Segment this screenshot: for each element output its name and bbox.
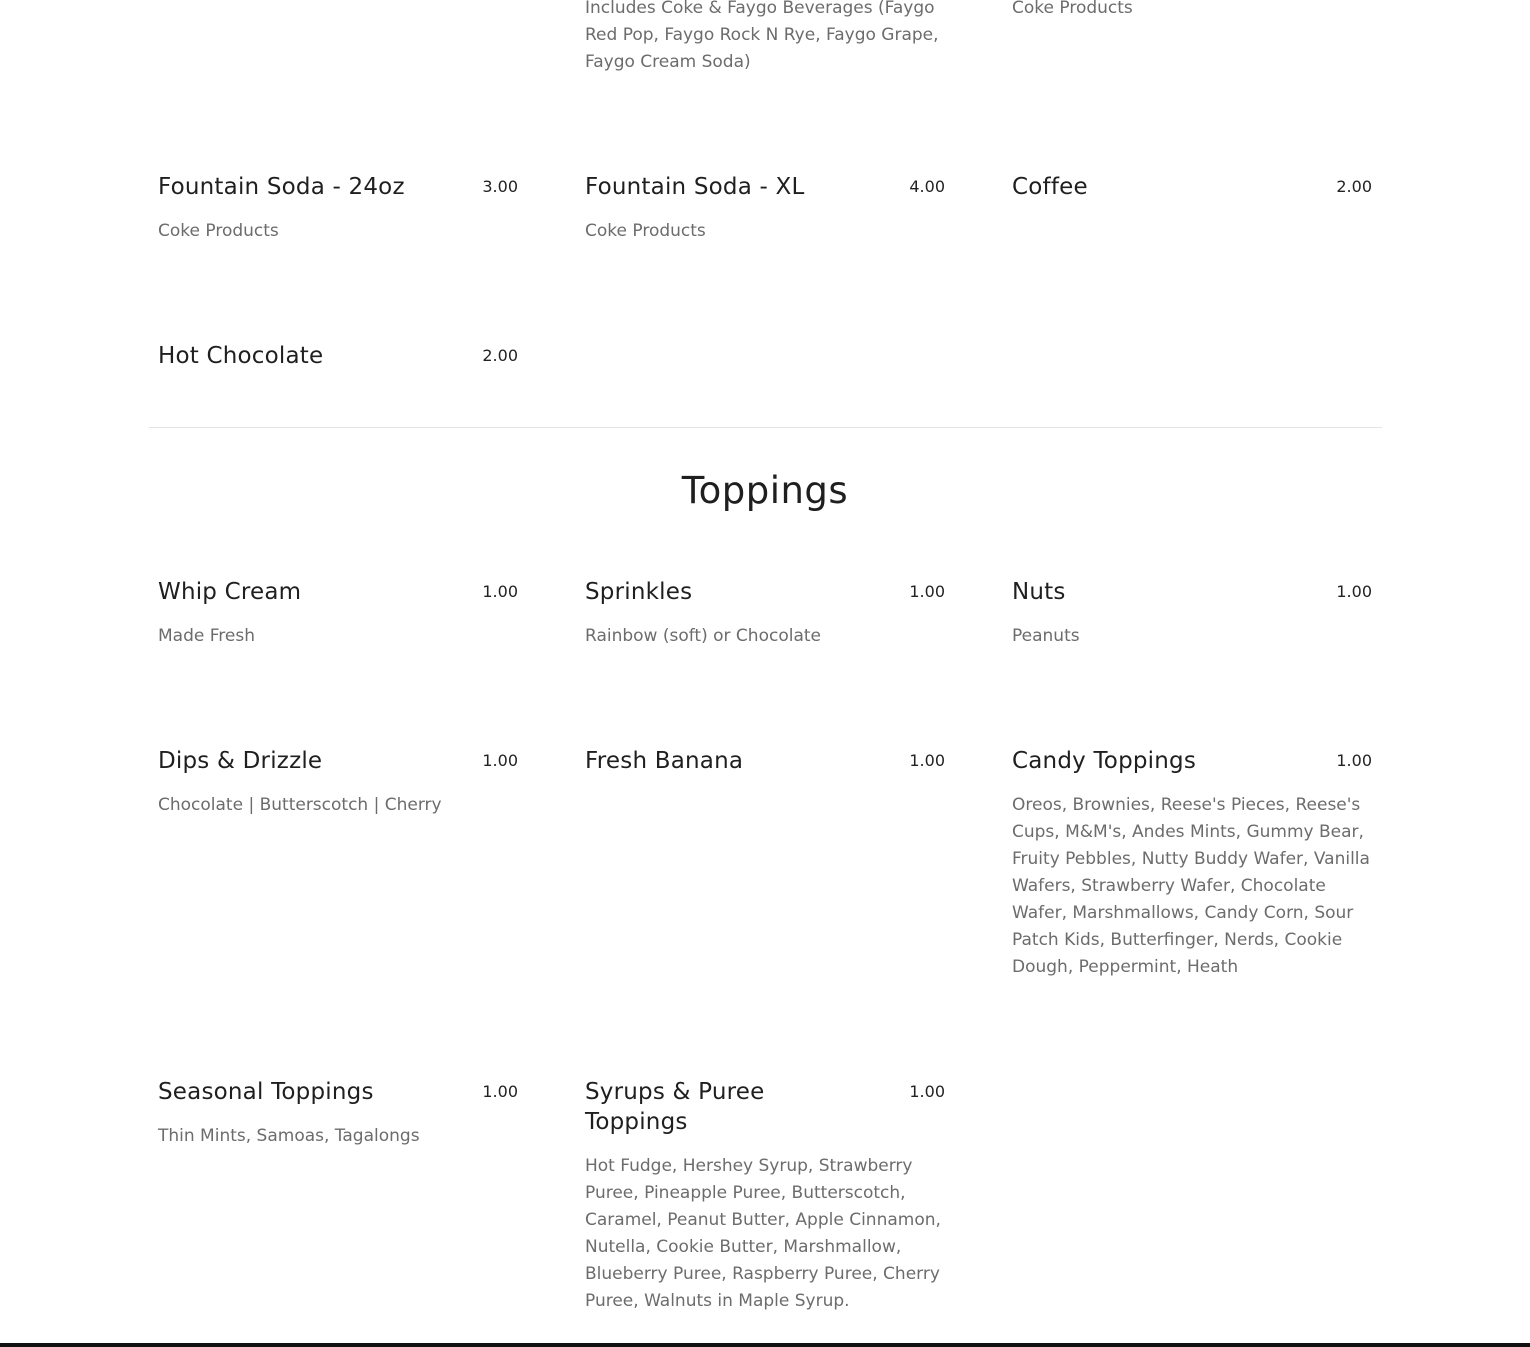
menu-item-price: 2.00 [1336,177,1372,196]
menu-item-price: 1.00 [1336,751,1372,770]
section-title-toppings: Toppings [681,469,849,512]
footer-edge [0,1343,1530,1347]
menu-item-description: Peanuts [1012,626,1080,646]
menu-item-description: Chocolate | Butterscotch | Cherry [158,795,442,815]
menu-item-description: Oreos, Brownies, Reese's Pieces, Reese's Cups, M&M's, Andes Mints, Gummy Bear, Fruity Pebbles, Nutty Buddy Wafer, Vanilla Wafers, Strawberry Wafer, Chocolate Wafer, Marshmallows, Candy Corn, Sour Patch Kids, Butterfinger, Nerds, Cookie Dough, Peppermint, Heath [1012,795,1370,977]
menu-item-price: 4.00 [909,177,945,196]
menu-item-price: 1.00 [909,1082,945,1101]
menu-item-name: Seasonal Toppings [158,1079,374,1105]
menu-item-price: 1.00 [909,751,945,770]
menu-item-name: Sprinkles [585,579,693,605]
menu-item-description: Made Fresh [158,626,255,646]
menu-item-name: Syrups & Puree Toppings [585,1079,765,1135]
menu-item-price: 2.00 [482,346,518,365]
partial-item-description: Includes Coke & Faygo Beverages (Faygo Red Pop, Faygo Rock N Rye, Faygo Grape, Faygo Cream Soda) [585,0,939,72]
menu-item-name: Coffee [1012,174,1088,200]
menu-item-name: Fresh Banana [585,748,744,774]
menu-item-name: Fountain Soda - 24oz [158,174,405,200]
menu-item-name: Nuts [1012,579,1066,605]
menu-item-name: Whip Cream [158,579,302,605]
menu-item-price: 1.00 [482,582,518,601]
menu-item-price: 1.00 [1336,582,1372,601]
menu-item-price: 1.00 [482,751,518,770]
menu-item-description: Thin Mints, Samoas, Tagalongs [158,1126,420,1146]
menu-item-name: Dips & Drizzle [158,748,323,774]
menu-item-price: 3.00 [482,177,518,196]
partial-item-description: Coke Products [1012,0,1133,18]
menu-item-description: Coke Products [158,221,279,241]
section-divider [149,427,1382,428]
menu-item-price: 1.00 [482,1082,518,1101]
menu-item-price: 1.00 [909,582,945,601]
menu-item-name: Candy Toppings [1012,748,1197,774]
menu-item-description: Rainbow (soft) or Chocolate [585,626,821,646]
menu-item-name: Hot Chocolate [158,343,324,369]
menu-item-description: Hot Fudge, Hershey Syrup, Strawberry Puree, Pineapple Puree, Butterscotch, Caramel, Peanut Butter, Apple Cinnamon, Nutella, Cookie Butter, Marshmallow, Blueberry Puree, Raspberry Puree, Cherry Puree, Walnuts in Maple Syrup. [585,1156,941,1311]
menu-item-name: Fountain Soda - XL [585,174,805,200]
menu-item-description: Coke Products [585,221,706,241]
